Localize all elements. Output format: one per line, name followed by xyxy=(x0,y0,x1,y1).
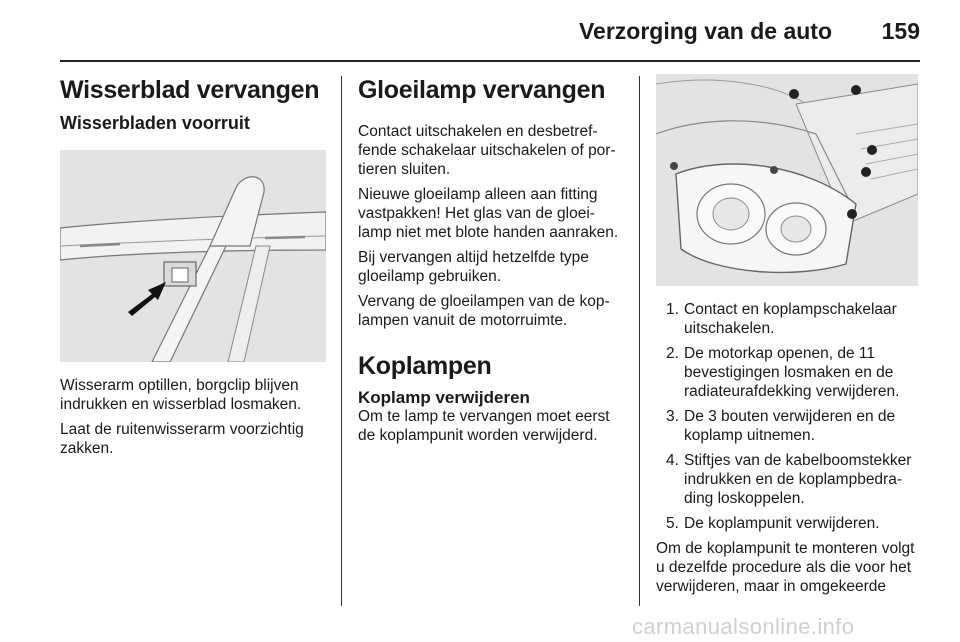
step-item xyxy=(656,344,922,401)
headlamp-illustration xyxy=(656,74,918,286)
step-number: 2. xyxy=(666,345,679,362)
header-title: Verzorging van de auto xyxy=(578,18,832,44)
bulb-paragraph-2: Nieuwe gloeilamp alleen aan fitting vastpakken! Het glas van de gloei-lamp niet met blote handen aanraken. xyxy=(358,186,619,241)
wiper-paragraph-1: Wisserarm optillen, borgclip blijven indrukken en wisserblad losmaken. xyxy=(60,377,302,413)
steps-list xyxy=(656,300,922,533)
step-number: 3. xyxy=(666,408,679,425)
section-heading-wiper: Wisserblad vervangen xyxy=(60,76,320,104)
wiper-paragraph-2: Laat de ruitenwisserarm voorzichtig zakken. xyxy=(60,421,304,457)
mounting-paragraph: Om de koplampunit te monteren volgt u dezelfde procedure als die voor het verwijderen, maar in omgekeerde xyxy=(656,540,915,595)
column-steps xyxy=(656,74,922,596)
page-header xyxy=(60,10,920,60)
subheading-wiper: Wisserbladen voorruit xyxy=(60,113,250,133)
step-text: De 3 bouten verwijderen en de koplamp uitnemen. xyxy=(684,408,896,444)
step-number: 4. xyxy=(666,452,679,469)
bulb-paragraph-4: Vervang de gloeilampen van de kop-lampen vanuit de motorruimte. xyxy=(358,293,610,329)
header-rule xyxy=(60,60,920,62)
column-bulb xyxy=(358,74,624,445)
step-text: Stiftjes van de kabelboomstekker indrukken en de koplampbedra-ding loskoppelen. xyxy=(684,452,912,507)
column-divider-right xyxy=(639,76,640,606)
column-wiper xyxy=(60,70,326,458)
subheading-remove-headlamp: Koplamp verwijderen xyxy=(358,388,530,407)
bulb-paragraph-3: Bij vervangen altijd hetzelfde type gloeilamp gebruiken. xyxy=(358,249,589,285)
page-number: 159 xyxy=(881,18,920,44)
step-text: De motorkap openen, de 11 bevestigingen losmaken en de radiateurafdekking verwijderen. xyxy=(684,345,900,400)
headlamp-paragraph: Om te lamp te vervangen moet eerst de koplampunit worden verwijderd. xyxy=(358,408,610,444)
section-heading-headlamps: Koplampen xyxy=(358,352,492,380)
step-item xyxy=(656,514,922,533)
watermark: carmanualsonline.info xyxy=(632,614,855,639)
step-number: 1. xyxy=(666,301,679,318)
wiper-arm-illustration xyxy=(60,150,326,362)
step-text: Contact en koplampschakelaar uitschakelen. xyxy=(684,301,897,337)
step-number: 5. xyxy=(666,515,679,532)
step-item xyxy=(656,407,922,445)
step-item xyxy=(656,300,922,338)
column-divider-left xyxy=(341,76,342,606)
bulb-paragraph-1: Contact uitschakelen en desbetref-fende schakelaar uitschakelen of por-tieren sluiten. xyxy=(358,123,616,178)
step-text: De koplampunit verwijderen. xyxy=(684,515,880,532)
step-item xyxy=(656,451,922,508)
section-heading-bulb: Gloeilamp vervangen xyxy=(358,76,606,104)
